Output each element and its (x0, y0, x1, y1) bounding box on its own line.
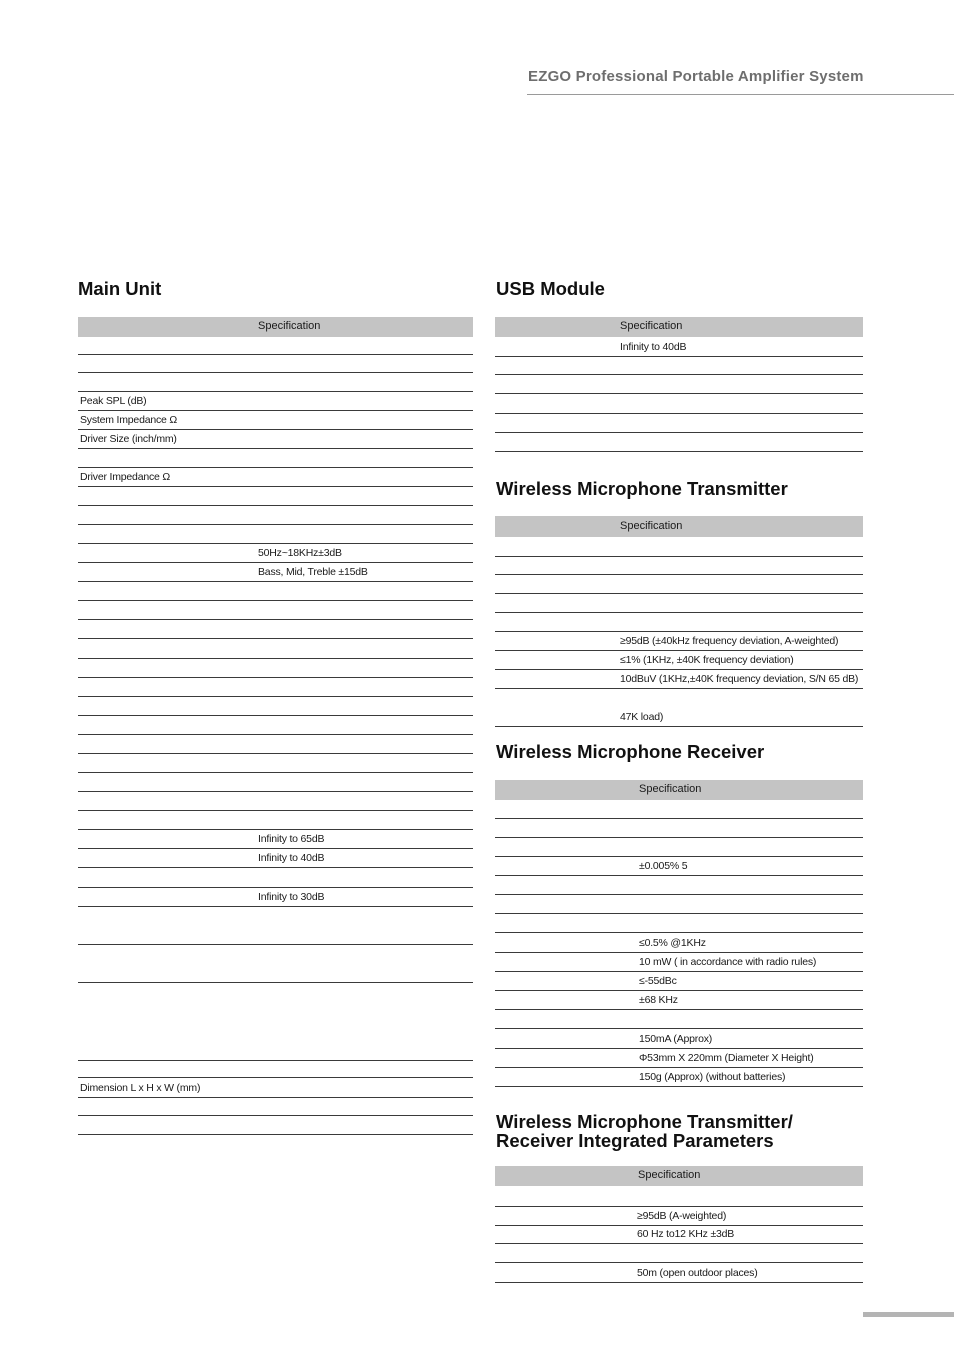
usb-module-title: USB Module (496, 278, 605, 299)
spec-row (78, 754, 473, 773)
spec-row (78, 792, 473, 811)
spec-row (495, 857, 863, 876)
spec-row (78, 601, 473, 620)
spec-row (495, 537, 863, 557)
spec-row (495, 613, 863, 632)
integrated-title-line2: Receiver Integrated Parameters (496, 1130, 774, 1151)
spec-row (78, 907, 473, 945)
spec-row (495, 1207, 863, 1226)
spec-row-label: Driver Size (inch/mm) (80, 433, 177, 445)
spec-row (495, 876, 863, 895)
spec-row (78, 430, 473, 449)
spec-row (495, 414, 863, 433)
spec-row (495, 819, 863, 838)
integrated-spec-table (495, 1166, 863, 1283)
spec-row (495, 1068, 863, 1087)
spec-row-value: ±0.005% 5 (639, 860, 688, 872)
main-unit-title: Main Unit (78, 278, 162, 299)
spec-row (495, 838, 863, 857)
spec-row (78, 506, 473, 525)
spec-row (495, 557, 863, 575)
spec-row-value: 10 mW ( in accordance with radio rules) (639, 956, 817, 968)
spec-row (495, 594, 863, 613)
brand-header: EZGO Professional Portable Amplifier System (528, 68, 864, 85)
spec-row (78, 639, 473, 659)
spec-row (495, 914, 863, 933)
spec-row (78, 355, 473, 373)
spec-row (78, 468, 473, 487)
spec-header (78, 317, 473, 337)
spec-row (495, 972, 863, 991)
spec-row-label: Peak SPL (dB) (80, 395, 147, 407)
spec-header-label: Specification (258, 320, 321, 332)
spec-row (495, 953, 863, 972)
spec-row (495, 375, 863, 394)
spec-row (495, 670, 863, 689)
spec-row (78, 525, 473, 544)
spec-row (78, 563, 473, 582)
main-unit-spec-table (78, 317, 473, 1135)
spec-row (495, 394, 863, 414)
spec-row-value: 60 Hz to12 KHz ±3dB (637, 1228, 735, 1240)
spec-row-value: Infinity to 30dB (258, 891, 325, 903)
transmitter-title: Wireless Microphone Transmitter (496, 478, 788, 499)
spec-row (495, 1010, 863, 1029)
spec-row (78, 1078, 473, 1098)
spec-row-value: Infinity to 65dB (258, 833, 325, 845)
spec-header (495, 1166, 863, 1186)
spec-row (78, 849, 473, 868)
spec-row (495, 651, 863, 670)
spec-row-value: 47K load) (620, 711, 664, 723)
spec-row (78, 411, 473, 430)
spec-row-value: ≥95dB (A-weighted) (637, 1210, 727, 1222)
spec-row-value: Infinity to 40dB (258, 852, 325, 864)
spec-header-label: Specification (620, 520, 683, 532)
spec-row (495, 1244, 863, 1263)
receiver-title: Wireless Microphone Receiver (496, 741, 765, 762)
spec-row (78, 735, 473, 754)
spec-row (495, 433, 863, 452)
spec-row (495, 1263, 863, 1283)
spec-row (78, 373, 473, 392)
spec-row (78, 1116, 473, 1135)
spec-row-value: ≤0.5% @1KHz (639, 937, 706, 949)
page-footer-bar (863, 1312, 954, 1317)
spec-row-value: 10dBuV (1KHz,±40K frequency deviation, S/N 65 dB) (620, 673, 859, 685)
spec-row (78, 620, 473, 639)
spec-row-value: ±68 KHz (639, 994, 678, 1006)
spec-row (78, 337, 473, 355)
spec-row-value: Φ53mm X 220mm (Diameter X Height) (639, 1052, 814, 1064)
spec-row-value: 150g (Approx) (without batteries) (639, 1071, 786, 1083)
spec-row (495, 1226, 863, 1244)
spec-row (78, 678, 473, 697)
spec-row (495, 1186, 863, 1207)
spec-header (495, 317, 863, 337)
spec-row-label: System Impedance Ω (80, 414, 178, 426)
spec-row (78, 392, 473, 411)
spec-row-value: 50Hz~18KHz±3dB (258, 547, 342, 559)
spec-row (78, 582, 473, 601)
spec-row (78, 659, 473, 678)
spec-row-value: Infinity to 40dB (620, 341, 687, 353)
spec-row-value: 150mA (Approx) (639, 1033, 713, 1045)
spec-header (495, 780, 863, 800)
spec-row (495, 933, 863, 953)
spec-row (495, 337, 863, 357)
spec-row (78, 811, 473, 830)
spec-row-label: Dimension L x H x W (mm) (80, 1082, 201, 1094)
usb-module-spec-table (495, 317, 863, 452)
spec-row-label: Driver Impedance Ω (80, 471, 171, 483)
spec-row (495, 1029, 863, 1049)
spec-row (495, 689, 863, 727)
spec-row (78, 1061, 473, 1078)
spec-row (495, 1049, 863, 1068)
spec-row-value: 50m (open outdoor places) (637, 1267, 758, 1279)
spec-row (78, 449, 473, 468)
spec-row (78, 544, 473, 563)
spec-row (78, 983, 473, 1061)
spec-row-value: ≥95dB (±40kHz frequency deviation, A-weighted) (620, 635, 839, 647)
spec-row (78, 773, 473, 792)
spec-row (78, 697, 473, 716)
integrated-title-line1: Wireless Microphone Transmitter/ (496, 1111, 793, 1132)
transmitter-spec-table (495, 516, 863, 727)
spec-row (78, 716, 473, 735)
spec-row-value: Bass, Mid, Treble ±15dB (258, 566, 368, 578)
spec-row-value: ≤-55dBc (639, 975, 677, 987)
spec-header-label: Specification (639, 783, 702, 795)
spec-header (495, 516, 863, 537)
spec-row (495, 357, 863, 375)
spec-row (78, 487, 473, 506)
spec-header-label: Specification (638, 1169, 701, 1181)
spec-header-label: Specification (620, 320, 683, 332)
spec-row (495, 800, 863, 819)
brand-rule (527, 94, 954, 95)
spec-row (78, 1098, 473, 1116)
receiver-spec-table (495, 780, 863, 1087)
spec-row (78, 945, 473, 983)
spec-row (495, 632, 863, 651)
spec-row (78, 868, 473, 888)
spec-row (495, 575, 863, 594)
spec-row-value: ≤1% (1KHz, ±40K frequency deviation) (620, 654, 794, 666)
spec-row (78, 888, 473, 907)
spec-row (495, 895, 863, 914)
spec-row (495, 991, 863, 1010)
spec-row (78, 830, 473, 849)
